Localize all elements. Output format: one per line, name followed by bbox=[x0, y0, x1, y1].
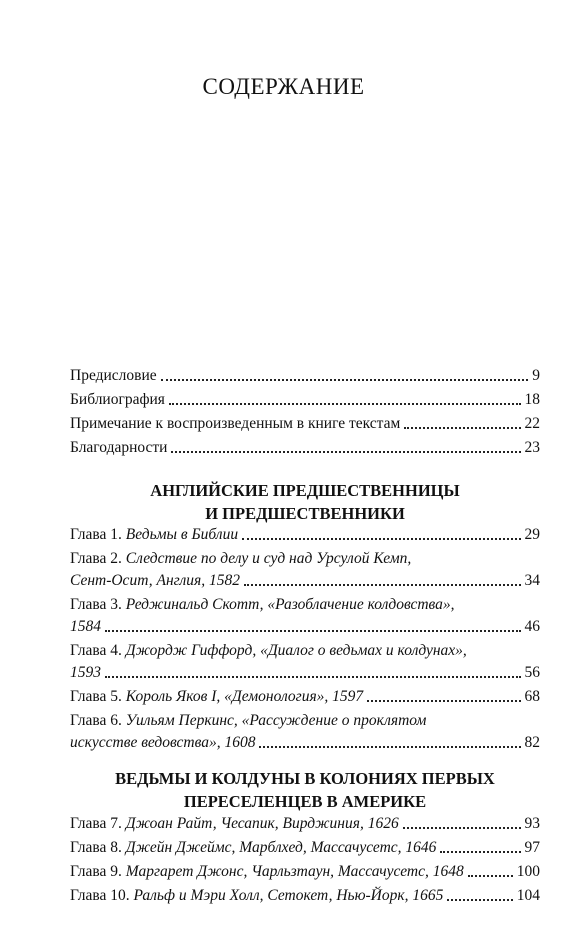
toc-entry-chapter-3[interactable] bbox=[70, 594, 540, 638]
chapter-title: Король Яков I, «Демонология», 1597 bbox=[125, 688, 364, 705]
dot-leader bbox=[242, 538, 520, 540]
toc-entry-label: Примечание к воспроизведенным в книге текстам bbox=[70, 415, 401, 432]
page-number: 29 bbox=[524, 526, 540, 543]
chapter-title-continued: искусстве ведовства», 1608 bbox=[70, 734, 256, 751]
page-number: 34 bbox=[524, 572, 540, 589]
chapter-prefix: Глава 7. bbox=[70, 815, 122, 832]
dot-leader bbox=[171, 451, 520, 453]
section-heading-america bbox=[60, 767, 550, 813]
toc-entry-note[interactable] bbox=[70, 413, 540, 435]
chapter-prefix: Глава 4. bbox=[70, 642, 122, 659]
section-heading-line: И ПРЕДШЕСТВЕННИКИ bbox=[205, 504, 405, 523]
chapter-title: Следствие по делу и суд над Урсулой Кемп, bbox=[125, 550, 412, 567]
chapter-prefix: Глава 5. bbox=[70, 688, 122, 705]
chapter-title: Ральф и Мэри Холл, Сетокет, Нью-Йорк, 1665 bbox=[133, 887, 444, 904]
toc-entry-chapter-2[interactable] bbox=[70, 548, 540, 592]
page-number: 93 bbox=[524, 815, 540, 832]
page-number: 100 bbox=[516, 863, 540, 880]
section1-chapter-list bbox=[70, 524, 540, 754]
toc-entry-label: Благодарности bbox=[70, 439, 168, 456]
section-heading-english bbox=[60, 479, 550, 525]
chapter-title-continued: 1593 bbox=[70, 664, 101, 681]
page-number: 9 bbox=[532, 367, 540, 384]
section-heading-line: ПЕРЕСЕЛЕНЦЕВ В АМЕРИКЕ bbox=[183, 792, 427, 811]
dot-leader bbox=[105, 630, 521, 632]
dot-leader bbox=[169, 403, 521, 405]
chapter-prefix: Глава 6. bbox=[70, 712, 122, 729]
dot-leader bbox=[259, 746, 520, 748]
toc-entry-chapter-8[interactable] bbox=[70, 837, 540, 859]
page-number: 23 bbox=[524, 439, 540, 456]
page-number: 68 bbox=[524, 688, 540, 705]
chapter-prefix: Глава 1. bbox=[70, 526, 122, 543]
toc-entry-preface[interactable] bbox=[70, 365, 540, 387]
front-matter-list bbox=[70, 365, 540, 459]
chapter-prefix: Глава 3. bbox=[70, 596, 122, 613]
dot-leader bbox=[367, 700, 520, 702]
dot-leader bbox=[403, 827, 521, 829]
toc-entry-label: Предисловие bbox=[70, 367, 157, 384]
dot-leader bbox=[161, 379, 529, 381]
page-number: 97 bbox=[524, 839, 540, 856]
chapter-title: Джордж Гиффорд, «Диалог о ведьмах и колдунах», bbox=[125, 642, 467, 659]
page-number: 22 bbox=[524, 415, 540, 432]
toc-entry-chapter-7[interactable] bbox=[70, 813, 540, 835]
toc-entry-chapter-10[interactable] bbox=[70, 885, 540, 907]
toc-entry-bibliography[interactable] bbox=[70, 389, 540, 411]
page-number: 18 bbox=[524, 391, 540, 408]
dot-leader bbox=[404, 427, 520, 429]
toc-entry-chapter-5[interactable] bbox=[70, 686, 540, 708]
chapter-prefix: Глава 8. bbox=[70, 839, 122, 856]
chapter-title: Маргарет Джонс, Чарльзтаун, Массачусетс, 1648 bbox=[125, 863, 464, 880]
page-number: 82 bbox=[524, 734, 540, 751]
toc-entry-chapter-4[interactable] bbox=[70, 640, 540, 684]
chapter-title: Джоан Райт, Чесапик, Вирджиния, 1626 bbox=[125, 815, 399, 832]
page-number: 46 bbox=[524, 618, 540, 635]
page-title: СОДЕРЖАНИЕ bbox=[202, 74, 365, 99]
dot-leader bbox=[447, 899, 512, 901]
chapter-title: Уильям Перкинс, «Рассуждение о проклятом bbox=[125, 712, 427, 729]
chapter-prefix: Глава 2. bbox=[70, 550, 122, 567]
page-number: 56 bbox=[524, 664, 540, 681]
section-heading-line: ВЕДЬМЫ И КОЛДУНЫ В КОЛОНИЯХ ПЕРВЫХ bbox=[115, 769, 495, 788]
toc-entry-acknowledgements[interactable] bbox=[70, 437, 540, 459]
chapter-title: Реджинальд Скотт, «Разоблачение колдовства», bbox=[125, 596, 455, 613]
dot-leader bbox=[105, 676, 521, 678]
toc-entry-chapter-6[interactable] bbox=[70, 710, 540, 754]
toc-entry-label: Библиография bbox=[70, 391, 165, 408]
toc-entry-chapter-1[interactable] bbox=[70, 524, 540, 546]
chapter-title: Джейн Джеймс, Марблхед, Массачусетс, 1646 bbox=[125, 839, 437, 856]
dot-leader bbox=[440, 851, 520, 853]
chapter-title-continued: 1584 bbox=[70, 618, 101, 635]
chapter-prefix: Глава 9. bbox=[70, 863, 122, 880]
chapter-prefix: Глава 10. bbox=[70, 887, 130, 904]
chapter-title-continued: Сент-Осит, Англия, 1582 bbox=[70, 572, 240, 589]
dot-leader bbox=[244, 584, 521, 586]
section-heading-line: АНГЛИЙСКИЕ ПРЕДШЕСТВЕННИЦЫ bbox=[150, 481, 460, 500]
dot-leader bbox=[468, 875, 513, 877]
chapter-title: Ведьмы в Библии bbox=[125, 526, 239, 543]
section2-chapter-list bbox=[70, 813, 540, 907]
toc-entry-chapter-9[interactable] bbox=[70, 861, 540, 883]
page-number: 104 bbox=[516, 887, 540, 904]
